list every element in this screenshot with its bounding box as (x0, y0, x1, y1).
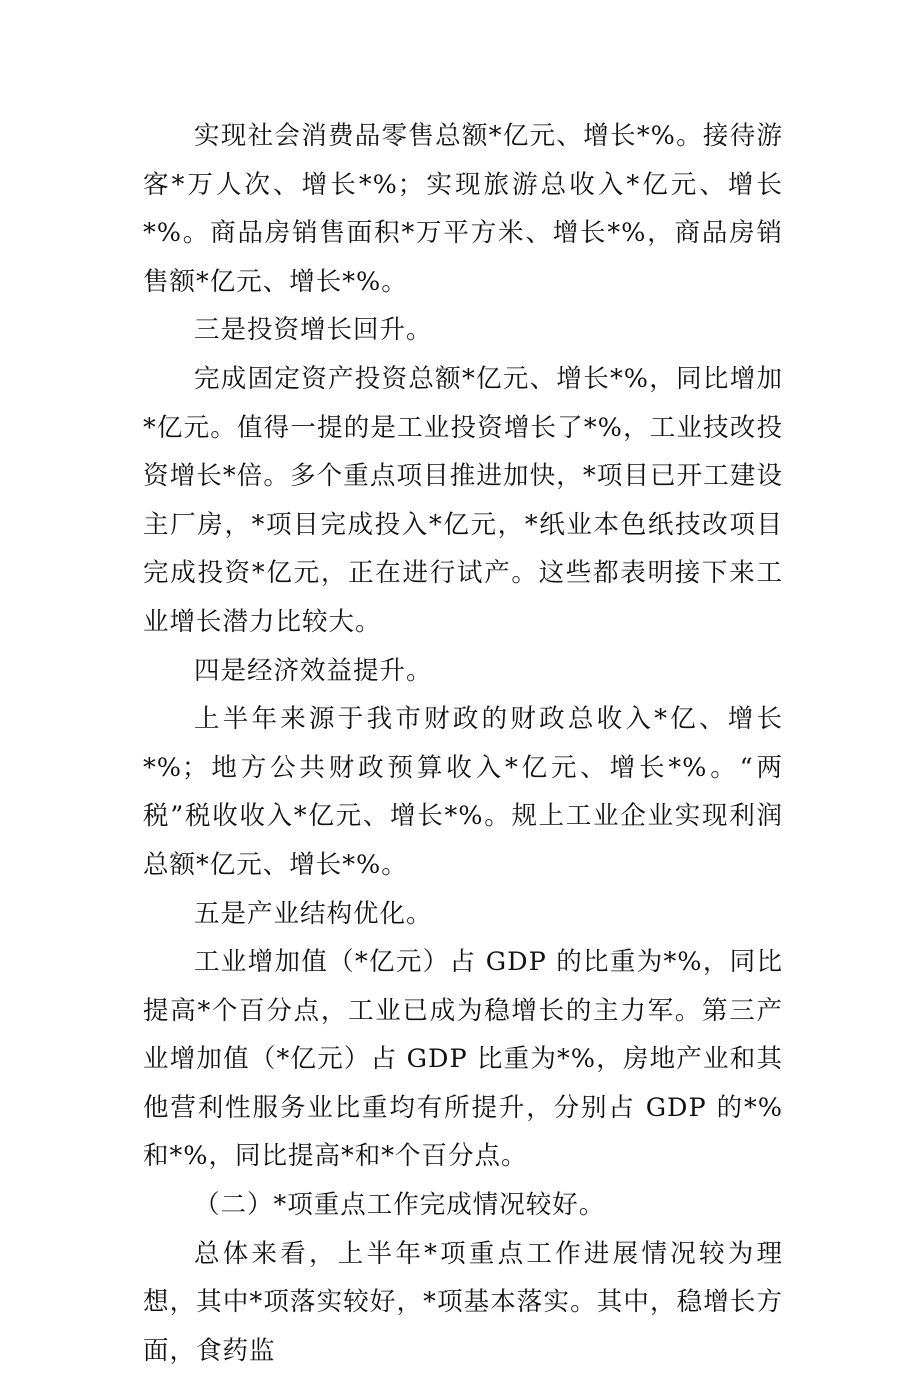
heading-key-tasks: （二）*项重点工作完成情况较好。 (194, 1190, 606, 1221)
document-body (143, 112, 783, 1375)
heading-economic-benefits: 四是经济效益提升。 (194, 655, 433, 686)
paragraph-investment-stats: 完成固定资产投资总额*亿元、增长*%，同比增加*亿元。值得一提的是工业投资增长了*%，工业技改投资增长*倍。多个重点项目推进加快，*项目已开工建设主厂房，*项目完成投入*亿元，*纸业本色纸技改项目完成投资*亿元，正在进行试产。这些都表明接下来工业增长潜力比较大。 (143, 363, 783, 637)
paragraph-fiscal-stats: 上半年来源于我市财政的财政总收入*亿、增长*%；地方公共财政预算收入*亿元、增长*%。“两税”税收收入*亿元、增长*%。规上工业企业实现利润总额*亿元、增长*%。 (143, 704, 783, 880)
heading-investment-growth: 三是投资增长回升。 (194, 315, 433, 346)
paragraph-structure-stats: 工业增加值（*亿元）占 GDP 的比重为*%，同比提高*个百分点，工业已成为稳增长的主力军。第三产业增加值（*亿元）占 GDP 比重为*%，房地产业和其他营利性服务业比重均有所提升，分别占 GDP 的*%和*%，同比提高*和*个百分点。 (143, 947, 783, 1172)
paragraph-key-tasks-summary: 总体来看，上半年*项重点工作进展情况较为理想，其中*项落实较好，*项基本落实。其中，稳增长方面，食药监 (143, 1238, 783, 1366)
heading-industrial-structure: 五是产业结构优化。 (194, 898, 433, 929)
paragraph-consumption-stats: 实现社会消费品零售总额*亿元、增长*%。接待游客*万人次、增长*%；实现旅游总收入*亿元、增长*%。商品房销售面积*万平方米、增长*%，商品房销售额*亿元、增长*%。 (143, 121, 783, 297)
